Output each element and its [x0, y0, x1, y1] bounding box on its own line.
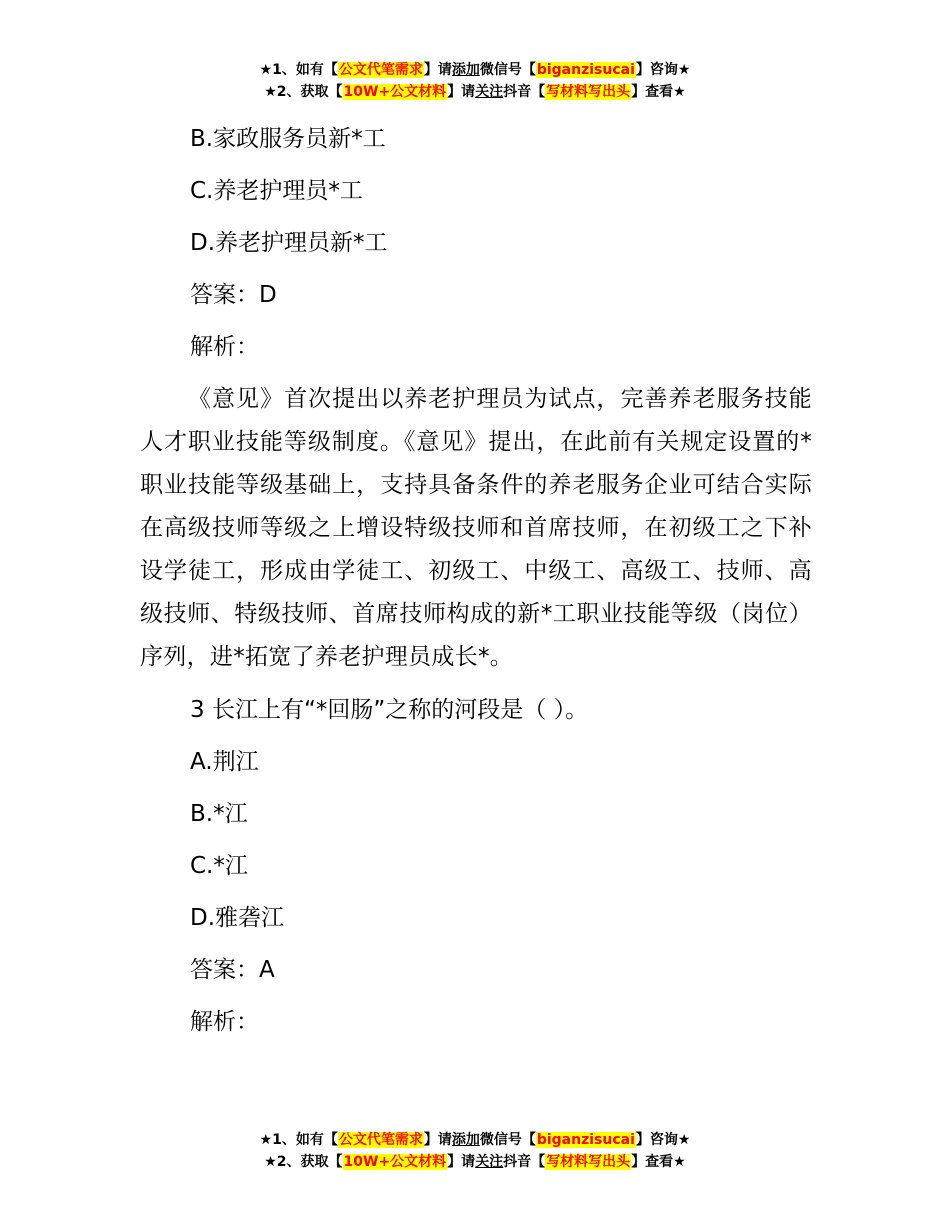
footer-line-2-prefix: ★2、获取【: [264, 1154, 343, 1170]
header-line-2-highlight-materials: 10W+公文材料: [343, 84, 447, 100]
footer-line-2-underlined: 关注: [475, 1154, 504, 1170]
header-line-1-text-2: 微信号【: [479, 62, 536, 78]
q3-option-b: B.*江: [190, 801, 248, 827]
header-line-1-highlight-wechat: biganzisucai: [536, 62, 635, 78]
footer-line-1-highlight-wechat: biganzisucai: [536, 1132, 635, 1148]
header-banner: [0, 59, 950, 103]
footer-line-2-highlight-douyin: 写材料写出头: [546, 1154, 631, 1170]
footer-line-2-text: 】请: [447, 1154, 476, 1170]
header-line-2-highlight-douyin: 写材料写出头: [546, 84, 631, 100]
footer-line-2: [0, 1151, 950, 1173]
document-body: [140, 118, 812, 1053]
header-line-2-text-2: 抖音【: [503, 84, 546, 100]
q3-analysis-label: 解析：: [190, 1009, 259, 1035]
q2-option-d: D.养老护理员新*工: [190, 230, 388, 256]
q2-answer: 答案：D: [190, 282, 277, 308]
footer-line-1-text-2: 微信号【: [479, 1132, 536, 1148]
footer-line-1-prefix: ★1、如有【: [259, 1132, 338, 1148]
q2-analysis-label: 解析：: [190, 334, 259, 360]
footer-line-1-text: 】请: [423, 1132, 452, 1148]
header-line-2-suffix: 】查看★: [631, 84, 686, 100]
q2-option-c: C.养老护理员*工: [190, 178, 363, 204]
footer-line-1-suffix: 】咨询★: [635, 1132, 691, 1148]
header-line-1-suffix: 】咨询★: [635, 62, 691, 78]
q3-option-d: D.雅砻江: [190, 905, 285, 931]
header-line-1: [0, 59, 950, 81]
q3-answer: 答案：A: [190, 957, 275, 983]
footer-line-1: [0, 1129, 950, 1151]
header-line-1-prefix: ★1、如有【: [259, 62, 338, 78]
footer-line-1-highlight-service: 公文代笔需求: [338, 1132, 423, 1148]
footer-line-1-underlined: 添加: [451, 1132, 480, 1148]
q2-analysis-text: 《意见》首次提出以养老护理员为试点，完善养老服务技能人才职业技能等级制度。《意见》提出，在此前有关规定设置的*职业技能等级基础上，支持具备条件的养老服务企业可结合实际在高级技师等级之上增设特级技师和首席技师，在初级工之下补设学徒工，形成由学徒工、初级工、中级工、高级工、技师、高级技师、特级技师、首席技师构成的新*工职业技能等级（岗位）序列，进*拓宽了养老护理员成长*。: [140, 386, 812, 670]
header-line-2-underlined: 关注: [475, 84, 504, 100]
q2-option-b: B.家政服务员新*工: [190, 126, 386, 152]
header-line-1-text: 】请: [423, 62, 452, 78]
header-line-2: [0, 81, 950, 103]
footer-banner: [0, 1129, 950, 1173]
q3-question: 3 长江上有“*回肠”之称的河段是（ ）。: [190, 697, 589, 723]
header-line-1-highlight-service: 公文代笔需求: [338, 62, 423, 78]
q3-option-c: C.*江: [190, 853, 248, 879]
footer-line-2-text-2: 抖音【: [503, 1154, 546, 1170]
q3-option-a: A.荆江: [190, 749, 259, 775]
header-line-2-text: 】请: [447, 84, 476, 100]
footer-line-2-suffix: 】查看★: [631, 1154, 686, 1170]
header-line-2-prefix: ★2、获取【: [264, 84, 343, 100]
footer-line-2-highlight-materials: 10W+公文材料: [343, 1154, 447, 1170]
header-line-1-underlined: 添加: [451, 62, 480, 78]
